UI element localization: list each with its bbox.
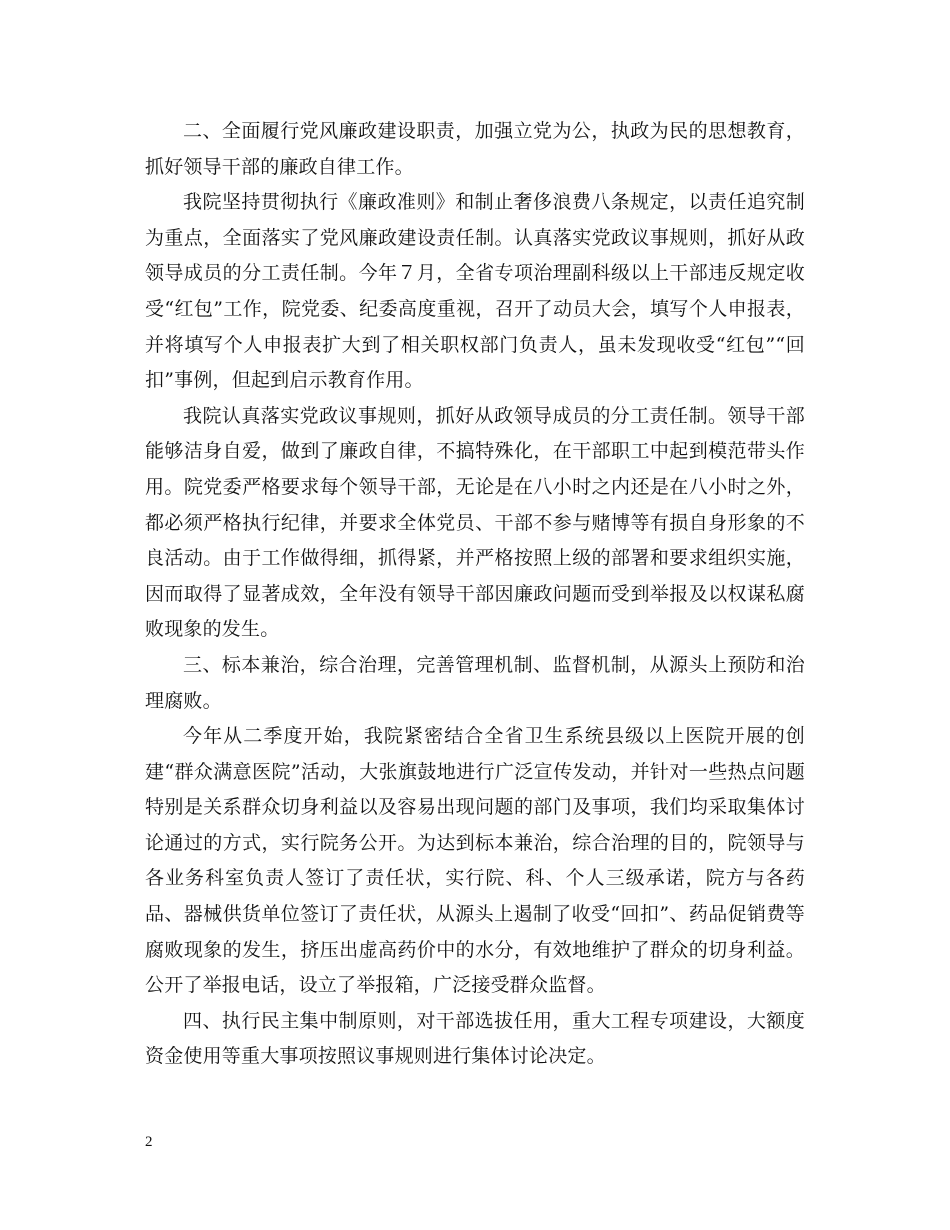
paragraph-section-four-heading: 四、执行民主集中制原则，对干部选拔任用，重大工程专项建设，大额度资金使用等重大事项按照议事规则进行集体讨论决定。 — [145, 1009, 805, 1068]
paragraph-section-two-heading: 二、全面履行党风廉政建设职责，加强立党为公，执政为民的思想教育，抓好领导干部的廉政自律工作。 — [145, 120, 805, 178]
paragraph-satisfied-hospital: 今年从二季度开始，我院紧密结合全省卫生系统县级以上医院开展的创建“群众满意医院”活动，大张旗鼓地进行广泛宣传发动，并针对一些热点问题特别是关系群众切身利益以及容易出现问题的部门及事项，我们均采取集体讨论通过的方式，实行院务公开。为达到标本兼治，综合治理的目的，院领导与各业务科室负责人签订了责任状，实行院、科、个人三级承诺，院方与各药品、器械供货单位签订了责任状，从源头上遏制了收受“回扣”、药品促销费等腐败现象的发生，挤压出虚高药价中的水分，有效地维护了群众的切身利益。公开了举报电话，设立了举报箱，广泛接受群众监督。 — [145, 725, 805, 997]
page-number: 2 — [145, 1134, 153, 1150]
paragraph-integrity-code: 我院坚持贯彻执行《廉政准则》和制止奢侈浪费八条规定，以责任追究制为重点，全面落实了党风廉政建设责任制。认真落实党政议事规则，抓好从政领导成员的分工责任制。今年７月，全省专项治理副科级以上干部违反规定收受“红包”工作，院党委、纪委高度重视，召开了动员大会，填写个人申报表，并将填写个人申报表扩大到了相关职权部门负责人，虽未发现收受“红包”“回扣”事例，但起到启示教育作用。 — [145, 191, 805, 392]
document-body — [145, 114, 805, 1075]
paragraph-section-three-heading: 三、标本兼治，综合治理，完善管理机制、监督机制，从源头上预防和治理腐败。 — [145, 653, 805, 712]
paragraph-leadership-discipline: 我院认真落实党政议事规则，抓好从政领导成员的分工责任制。领导干部能够洁身自爱，做到了廉政自律，不搞特殊化，在干部职工中起到模范带头作用。院党委严格要求每个领导干部，无论是在八小时之内还是在八小时之外，都必须严格执行纪律，并要求全体党员、干部不参与赌博等有损自身形象的不良活动。由于工作做得细，抓得紧，并严格按照上级的部署和要求组织实施，因而取得了显著成效，全年没有领导干部因廉政问题而受到举报及以权谋私腐败现象的发生。 — [145, 404, 805, 641]
